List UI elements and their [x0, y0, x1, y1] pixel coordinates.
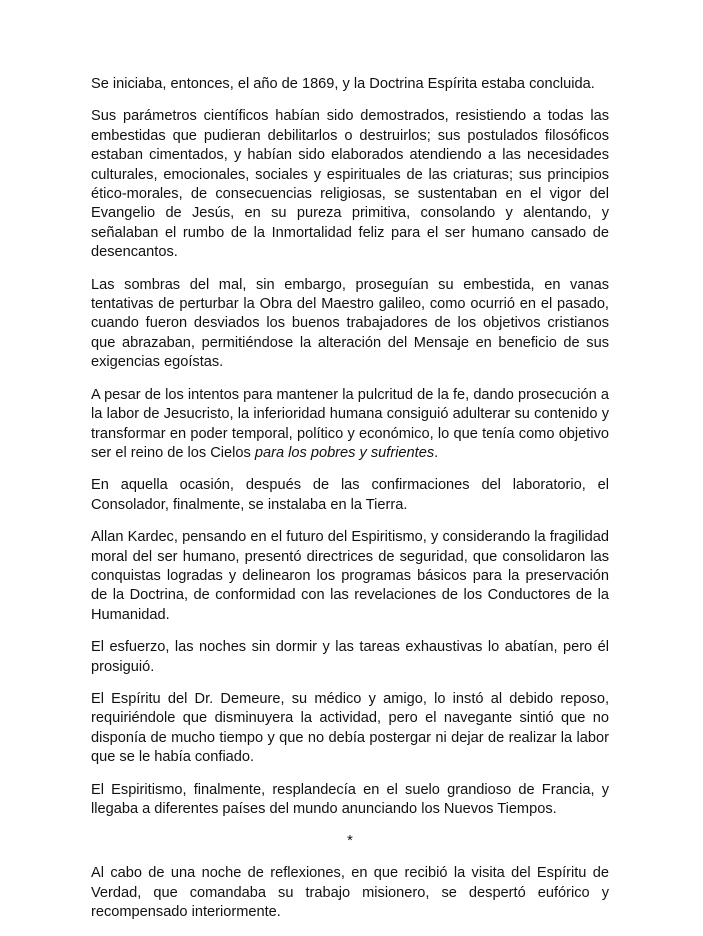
paragraph-6: Allan Kardec, pensando en el futuro del Espiritismo, y considerando la fragilidad moral del ser humano, presentó directrices de seguridad, que consolidaron las conquistas logradas y delinearon los programas básicos para la preservación de la Doctrina, de conformidad con las revelaciones de los Conductores de la Humanidad.	[91, 529, 609, 623]
paragraph-8: El Espíritu del Dr. Demeure, su médico y amigo, lo instó al debido reposo, requiriéndole que disminuyera la actividad, pero el navegante sintió que no disponía de mucho tiempo y que no debía postergar ni dejar de realizar la labor que se le había confiado.	[91, 690, 609, 766]
paragraph-4	[91, 386, 609, 464]
paragraph-4-italic-text: para los pobres y sufrientes	[254, 444, 435, 461]
paragraph-9: El Espiritismo, finalmente, resplandecía en el suelo grandioso de Francia, y llegaba a diferentes países del mundo anunciando los Nuevos Tiempos.	[91, 781, 609, 817]
paragraph-1: Se iniciaba, entonces, el año de 1869, y la Doctrina Espírita estaba concluida.	[91, 76, 595, 92]
paragraph-7: El esfuerzo, las noches sin dormir y las tareas exhaustivas lo abatían, pero él prosiguió.	[91, 639, 609, 675]
paragraph-2: Sus parámetros científicos habían sido demostrados, resistiendo a todas las embestidas que pudieran debilitarlos o destruirlos; sus postulados filosóficos estaban cimentados, y habían sido elaborados atendiendo a las necesidades culturales, emocionales, sociales y espirituales de las criaturas; sus principios ético-morales, de consecuencias religiosas, se sustentaban en el vigor del Evangelio de Jesús, en su pureza primitiva, consolando y alentando, y señalaban el rumbo de la Inmortalidad feliz para el ser humano cansado de desencantos.	[91, 108, 609, 261]
document-body	[91, 75, 609, 936]
paragraph-4-ending: .	[434, 444, 439, 461]
paragraph-4-text: A pesar de los intentos para mantener la pulcritud de la fe, dando prosecución a la labor de Jesucristo, la inferioridad humana consiguió adulterar su contenido y transformar en poder temporal, político y económico, lo que tenía como objetivo ser el reino de los Cielos	[91, 386, 609, 461]
paragraph-5: En aquella ocasión, después de las confirmaciones del laboratorio, el Consolador, finalmente, se instalaba en la Tierra.	[91, 477, 609, 513]
section-separator: *	[347, 833, 353, 850]
paragraph-3: Las sombras del mal, sin embargo, proseguían su embestida, en vanas tentativas de perturbar la Obra del Maestro galileo, como ocurrió en el pasado, cuando fueron desviados los buenos trabajadores de los objetivos cristianos que abrazaban, permitiéndose la alteración del Mensaje en beneficio de sus exigencias egoístas.	[91, 276, 609, 371]
closing-paragraph: Al cabo de una noche de reflexiones, en que recibió la visita del Espíritu de Verdad, que comandaba su trabajo misionero, se despertó eufórico y recompensado interiormente.	[91, 865, 609, 921]
